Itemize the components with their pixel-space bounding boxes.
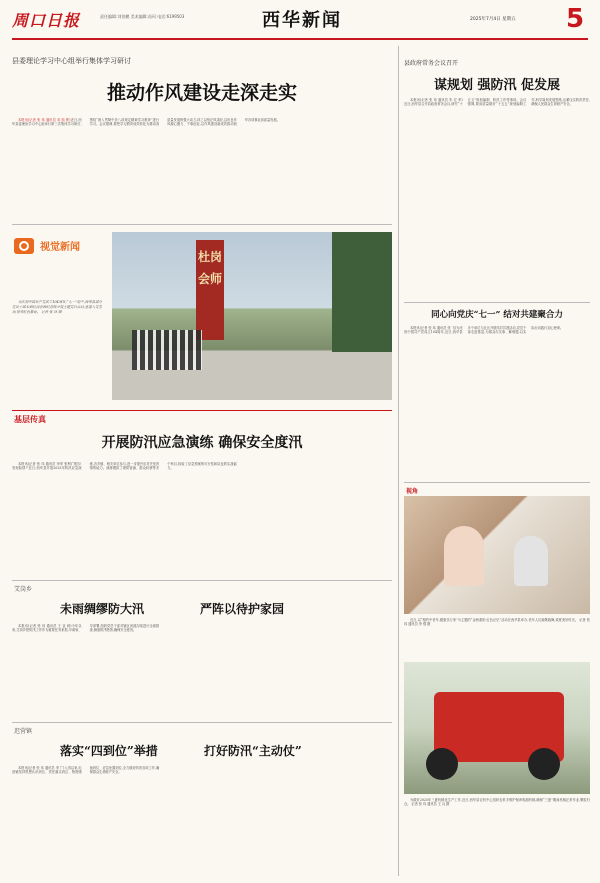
aigang-label: 艾岗乡: [14, 586, 33, 593]
visual-credit: 记者 张 玮 摄: [41, 310, 62, 314]
party-members-photo: [112, 232, 392, 400]
memorial-sign: 杜岗会师: [196, 240, 224, 340]
chiying-headline-1: 落实“四到位”举措: [60, 744, 158, 758]
chiying-headline-2: 打好防汛“主动仗”: [204, 744, 302, 758]
visual-caption: [12, 300, 102, 360]
person: [514, 536, 548, 586]
grassroots-article: [12, 462, 392, 572]
section-title: 西华新闻: [262, 10, 342, 31]
chiying-article: [12, 766, 392, 874]
party-headline: 同心向党庆“七一” 结对共建聚合力: [431, 310, 563, 320]
divider: [12, 722, 392, 723]
aigang-body: 本报讯(记者 张 玮 通讯员 王 亚 林)今年以来,艾岗乡把防汛工作作为重要任务来抓,早谋划、早部署,组织党员干部对辖区河道沟渠进行全面排查,储备防汛物资,确保安全度汛。: [12, 624, 160, 633]
elderly-event-photo: [404, 496, 590, 614]
grassroots-body: 本报讯(记者 张 玮 通讯员 李军 张利)“报告!发现险情!”近日,西华县开展2025年防汛应急演练,各乡镇、相关单位参与,进一步提升应对突发汛情的能力。演练模拟了堤防管涌、群众转移等多个科目,检验了应急预案的可行性和队伍的实战能力。: [12, 462, 237, 471]
trees: [332, 232, 392, 352]
divider: [404, 302, 590, 303]
aigang-article: [12, 624, 392, 716]
aigang-headline-1: 未雨绸缪防大汛: [60, 602, 145, 616]
divider: [12, 580, 392, 581]
masthead: [12, 8, 92, 34]
newspaper-logo: 周口日报: [12, 11, 81, 30]
harvester-photo: [404, 662, 590, 794]
visual-news-label: 视觉新闻: [40, 242, 80, 253]
person: [444, 526, 484, 586]
header-divider: [12, 38, 588, 40]
harvester-caption-text: 为做好2025年三夏机械化生产工作,近日,西华县农机中心组织农机手维护保养收割机械,确保“三夏”期间机械正常作业,颗粒归仓。: [404, 798, 590, 807]
aigang-headline-2: 严阵以待护家园: [200, 602, 285, 616]
perspective-caption: [404, 618, 590, 658]
harvester-caption: [404, 798, 590, 874]
party-body: 本报讯(记者 张 玮 通讯员 张 飞)为庆祝中国共产党成立104周年,近日,西华县多个单位与社区开展结对共建活动,党员干部走进基层,为群众办实事、解难题,以实际行动践行初心使命。: [404, 326, 564, 335]
lead-article: [12, 118, 392, 218]
perspective-caption-text: 近日,以“相约中老年,健康乐万家”为主题的“金秋重阳·红色记忆”活动在西华县举办,老年人们载歌载舞,欢度美好时光。: [410, 618, 579, 622]
camera-icon: [14, 238, 34, 254]
column-divider: [398, 46, 399, 876]
divider: [404, 482, 590, 483]
harvester-credit: 记者 张 玮 通讯员 王 兵 摄: [411, 802, 450, 807]
wheel: [426, 748, 458, 780]
grassroots-section-label: 基层传真: [14, 415, 46, 424]
gov-headline: 谋规划 强防汛 促发展: [433, 78, 561, 93]
lead-body: 近日,西华县委理论学习中心组举行第三次集体学习研讨,围绕“深入贯彻中央八项规定精神学习教育”进行学习。会议强调,要把学习教育成效转化为推动高质量发展的强大动力,持之以恒正风肃纪,以优良作风凝心聚力、干事创业,以作风建设新成效推动西华各项事业高质量发展。: [12, 118, 280, 127]
gov-body: 本报讯(记者 张 玮 通讯员 朱 宏 军)近日,西华县召开县政府常务会议,研究“十五五”规划编制、防汛工作等事项。会议强调,要高质量做好“十五五”规划编制工作,科学谋划发展思路,压紧压实防汛责任,确保人民群众生命财产安全。: [404, 98, 590, 107]
divider: [12, 410, 392, 411]
gov-article: [404, 98, 590, 298]
gov-kicker: 县政府常务会议召开: [404, 60, 459, 67]
perspective-credit: 记者 张 玮 通讯员 李 强 摄: [404, 618, 590, 627]
page-number: 5: [566, 4, 585, 34]
chiying-label: 迟营镇: [14, 728, 33, 735]
visual-caption-text: 为庆祝中国共产党成立104周年,“七一”前夕,西华县部分党员干部来到杜岗会师纪念馆开展主题党日活动,重温入党誓词,接受红色教育。: [12, 300, 102, 314]
grassroots-headline: 开展防汛应急演练 确保安全度汛: [101, 435, 303, 451]
wheel: [528, 748, 560, 780]
lead-headline: 推动作风建设走深走实: [106, 82, 297, 104]
issue-date: 2025年7月4日 星期五: [470, 17, 516, 22]
lead-kicker: 县委理论学习中心组举行集体学习研讨: [12, 57, 131, 65]
perspective-label: 视角: [406, 488, 419, 495]
lead-byline: 本报讯(记者 张 玮 通讯员 邓 凯 彬): [18, 118, 71, 122]
people-group: [132, 330, 202, 370]
editor-info: 责任编辑:刘伯鹏 美术编辑:苗珂 电话:6199503: [100, 14, 185, 19]
chiying-body: 本报讯(记者 张 玮 通讯员 李 广)入汛以来,迟营镇坚持思想认识到位、责任落实到位、物资储备到位、应急处置到位,全力做好防汛各项工作,确保群众生命财产安全。: [12, 766, 160, 775]
divider: [12, 224, 392, 225]
visual-news-badge: [14, 232, 114, 262]
party-article: [404, 326, 590, 478]
